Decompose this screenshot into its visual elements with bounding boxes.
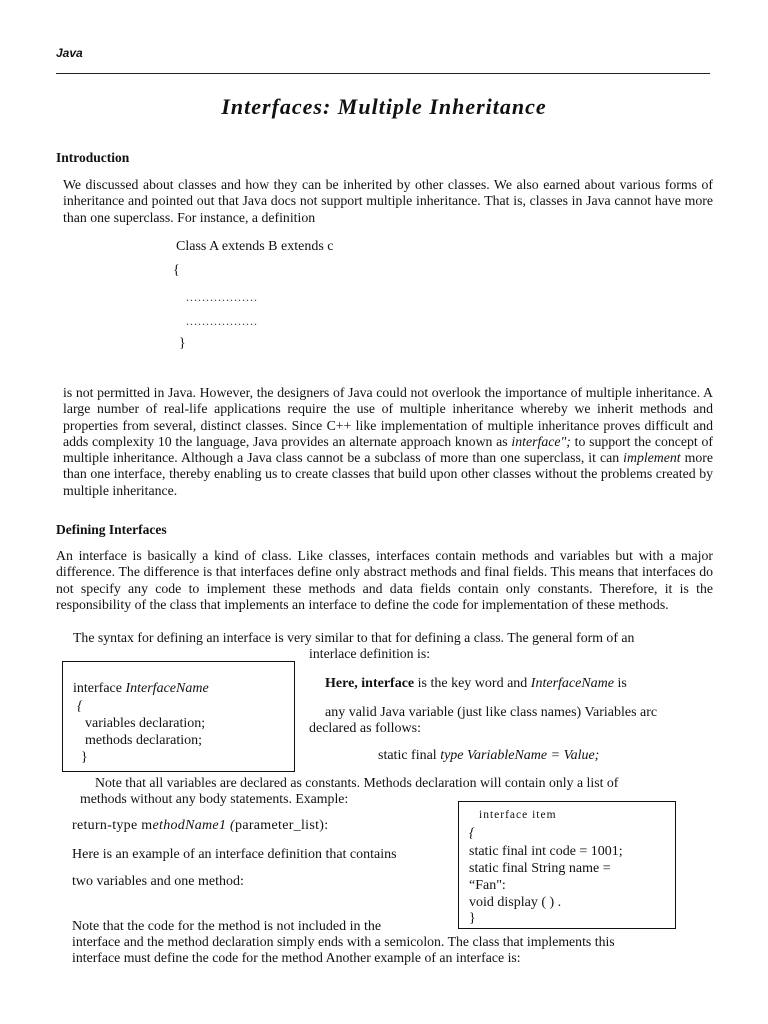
syntax-box-interface-name: InterfaceName [125,681,209,696]
intro-paragraph-1: We discussed about classes and how they can be inherited by other classes. We also earned about various forms of inheritance and pointed out that Java docs not support multiple inheritance. That is, classes in Java cannot have more than one superclass. For instance, a definition [63,177,713,225]
section-heading-introduction: Introduction [56,150,130,165]
variable-explanation-line-2: declared as follows: [309,721,421,736]
note-method-line-1: Note that the code for the method is not included in the [72,919,382,934]
example-box-line-4: void display ( ) . [469,895,562,910]
static-final-syntax [378,747,599,764]
syntax-box-line-1 [73,680,209,697]
page-title: Interfaces: Multiple Inheritance [221,94,547,119]
syntax-line-2: interlace definition is: [309,646,431,661]
keyword-explanation [325,675,627,692]
example-intro-line-1: Here is an example of an interface definition that contains [72,847,397,862]
example-box-close-brace: } [469,911,476,926]
intro-para2-text-b: to support the concept of multiple inheritance. Although a Java class cannot be a subclass of more than one superclass, it can [63,433,713,466]
intro-para2-emphasis-implement: implement [623,450,681,466]
header-divider [56,73,710,74]
syntax-box-methods: methods declaration; [85,733,203,748]
intro-paragraph-2 [63,385,713,499]
keyword-explanation-end: is [614,676,627,691]
static-final-form: type VariableName = Value; [440,748,600,763]
example-box-open-brace: { [469,826,475,841]
example-box-title: interface item [479,809,557,821]
intro-para2-emphasis-interface: interface"; [511,433,571,449]
method-signature-name: ethodName1 ( [152,818,236,833]
note-method-line-3: interface must define the code for the method Another example of an interface is: [72,950,521,965]
static-final-keyword: static final [378,748,441,763]
code-ellipsis-1: .................. [186,290,258,304]
example-intro-line-2: two variables and one method: [72,874,244,889]
code-open-brace: { [173,263,180,278]
method-signature-return: return-type m [72,818,153,833]
header-label: Java [56,46,83,60]
note-constants-line-2: methods without any body statements. Example: [80,791,349,806]
keyword-explanation-bold: Here, interface [325,676,415,691]
syntax-box-variables: variables declaration; [85,716,206,731]
code-ellipsis-2: .................. [186,314,258,328]
intro-para2-text-c: more than one interface, thereby enabling us to create classes that build upon other classes without the problems created by multiple inheritance. [63,450,713,498]
syntax-box-keyword: interface [73,681,126,696]
note-constants-line-1: Note that all variables are declared as constants. Methods declaration will contain only a list of [95,775,619,790]
note-method-line-2: interface and the method declaration simply ends with a semicolon. The class that implements this [72,934,615,949]
defining-paragraph: An interface is basically a kind of class. Like classes, interfaces contain methods and variables but with a major difference. The difference is that interfaces define only abstract methods and final fields. This means that interfaces do not specify any code to implement these methods and data fields contain only constants. Therefore, it is the responsibility of the class that implements an interface to define the code for implementation of these methods. [56,548,713,612]
code-example-line: Class A extends B extends c [176,239,334,254]
example-box-line-2: static final String name = [469,861,611,876]
example-box-line-1: static final int code = 1001; [469,844,623,859]
keyword-explanation-name: InterfaceName [530,676,614,691]
method-signature-example [72,817,328,834]
syntax-box-close-brace: } [81,750,88,765]
syntax-box-open-brace: { [77,699,83,714]
variable-explanation-line-1: any valid Java variable (just like class names) Variables arc [325,705,658,720]
section-heading-defining-interfaces: Defining Interfaces [56,522,167,537]
code-close-brace: } [179,336,186,351]
example-box-line-3: “Fan": [469,878,506,893]
intro-para2-text-a: is not permitted in Java. However, the designers of Java could not overlook the importance of multiple inheritance. A large number of real-life applications require the use of multiple inheritance whereby we inherit methods and properties from several, distinct classes. Since C++ like implementation of multiple inheritance proves difficult and adds complexity 10 the language, Java provides an alternate approach known as [63,385,713,449]
interface-example-box [458,801,676,929]
interface-syntax-box [62,661,295,772]
syntax-line-1: The syntax for defining an interface is very similar to that for defining a class. The general form of an [73,630,635,645]
method-signature-params: parameter_list): [235,818,329,833]
keyword-explanation-mid: is the key word and [414,676,531,691]
